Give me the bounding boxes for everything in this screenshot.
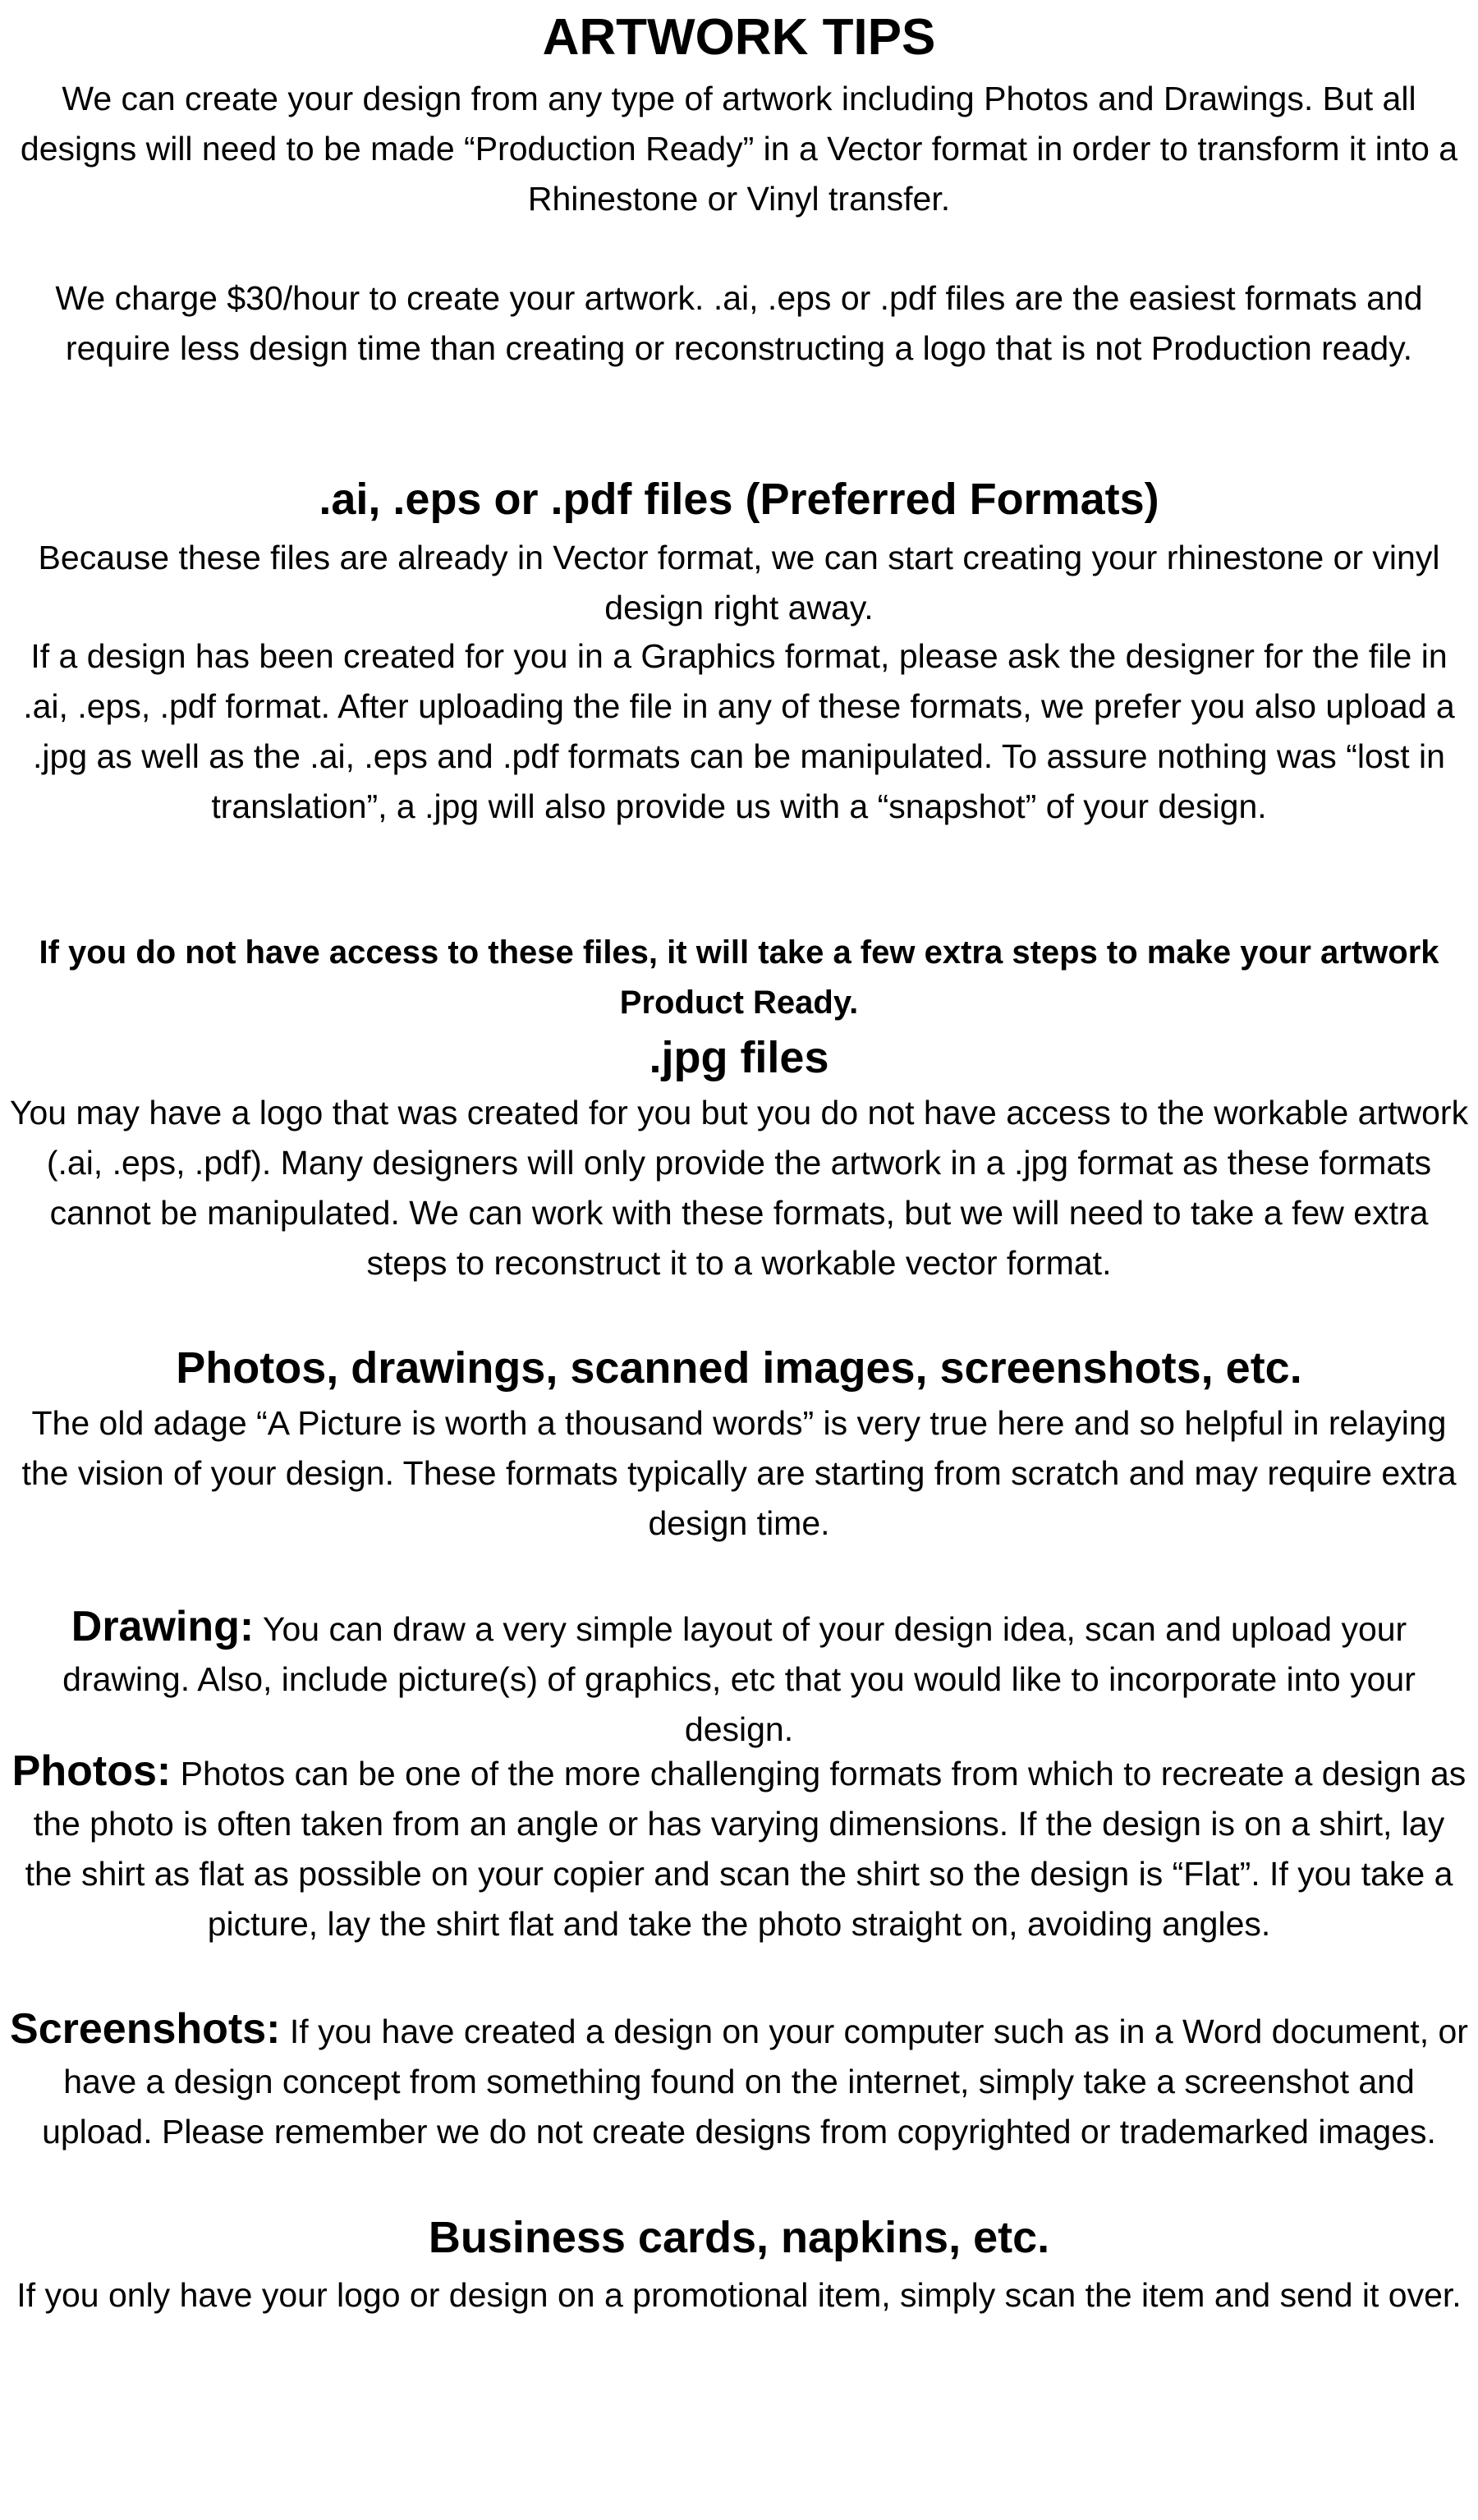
missing-files-note: If you do not have access to these files, it will take a few extra steps to make your artwork Product Ready.: [39, 934, 1439, 1021]
photos-text: Photos can be one of the more challenging formats from which to recreate a design as the photo is often taken from an angle or has varying dimensions. If the design is on a shirt, lay the shirt as flat as possible on your copier and scan the shirt so the design is “Flat”. If you take a picture, lay the shirt flat and take the photo straight on, avoiding angles.: [25, 1755, 1467, 1943]
page-title: ARTWORK TIPS: [542, 9, 936, 66]
business-cards-paragraph: If you only have your logo or design on a promotional item, simply scan the item and send it over.: [16, 2276, 1462, 2314]
vector-formats-paragraph-2: If a design has been created for you in a Graphics format, please ask the designer for the file in .ai, .eps, .pdf format. After uploading the file in any of these formats, we prefer you also upload a .jpg as well as the .ai, .eps and .pdf formats can be manipulated. To assure nothing was “lost in translation”, a .jpg will also provide us with a “snapshot” of your design.: [23, 637, 1455, 825]
business-cards-heading: Business cards, napkins, etc.: [428, 2213, 1050, 2262]
screenshots-text: If you have created a design on your computer such as in a Word document, or have a design concept from something found on the internet, simply take a screenshot and upload. Please remember we do not create designs from copyrighted or trademarked images.: [42, 2013, 1468, 2150]
intro-paragraph-1: We can create your design from any type of artwork including Photos and Drawings. But all designs will need to be made “Production Ready” in a Vector format in order to transform it into a Rhinestone or Vinyl transfer.: [20, 80, 1458, 218]
screenshots-label: Screenshots:: [10, 2005, 281, 2053]
photos-tip: [0, 1747, 1478, 1949]
jpg-files-paragraph: You may have a logo that was created for you but you do not have access to the workable artwork (.ai, .eps, .pdf). Many designers will only provide the artwork in a .jpg format as these formats cannot be manipulated. We can work with these formats, but we will need to take a few extra steps to reconstruct it to a workable vector format.: [9, 1094, 1469, 1282]
vector-formats-paragraph-1: Because these files are already in Vector format, we can start creating your rhinestone or vinyl design right away.: [38, 539, 1440, 627]
drawing-text: You can draw a very simple layout of your design idea, scan and upload your drawing. Also, include picture(s) of graphics, etc that you would like to incorporate into your design.: [62, 1610, 1416, 1748]
drawing-tip: [0, 1602, 1478, 1755]
vector-formats-heading: .ai, .eps or .pdf files (Preferred Formats): [319, 475, 1159, 524]
jpg-files-heading: .jpg files: [649, 1033, 829, 1082]
photos-label: Photos:: [11, 1747, 172, 1795]
screenshots-tip: [0, 2004, 1478, 2157]
photos-drawings-heading: Photos, drawings, scanned images, screenshots, etc.: [176, 1343, 1302, 1393]
intro-paragraph-2: We charge $30/hour to create your artwork. .ai, .eps or .pdf files are the easiest formats and require less design time than creating or reconstructing a logo that is not Production ready.: [55, 279, 1423, 367]
drawing-label: Drawing:: [71, 1603, 255, 1650]
photos-drawings-paragraph: The old adage “A Picture is worth a thousand words” is very true here and so helpful in relaying the vision of your design. These formats typically are starting from scratch and may require extra design time.: [21, 1404, 1457, 1542]
